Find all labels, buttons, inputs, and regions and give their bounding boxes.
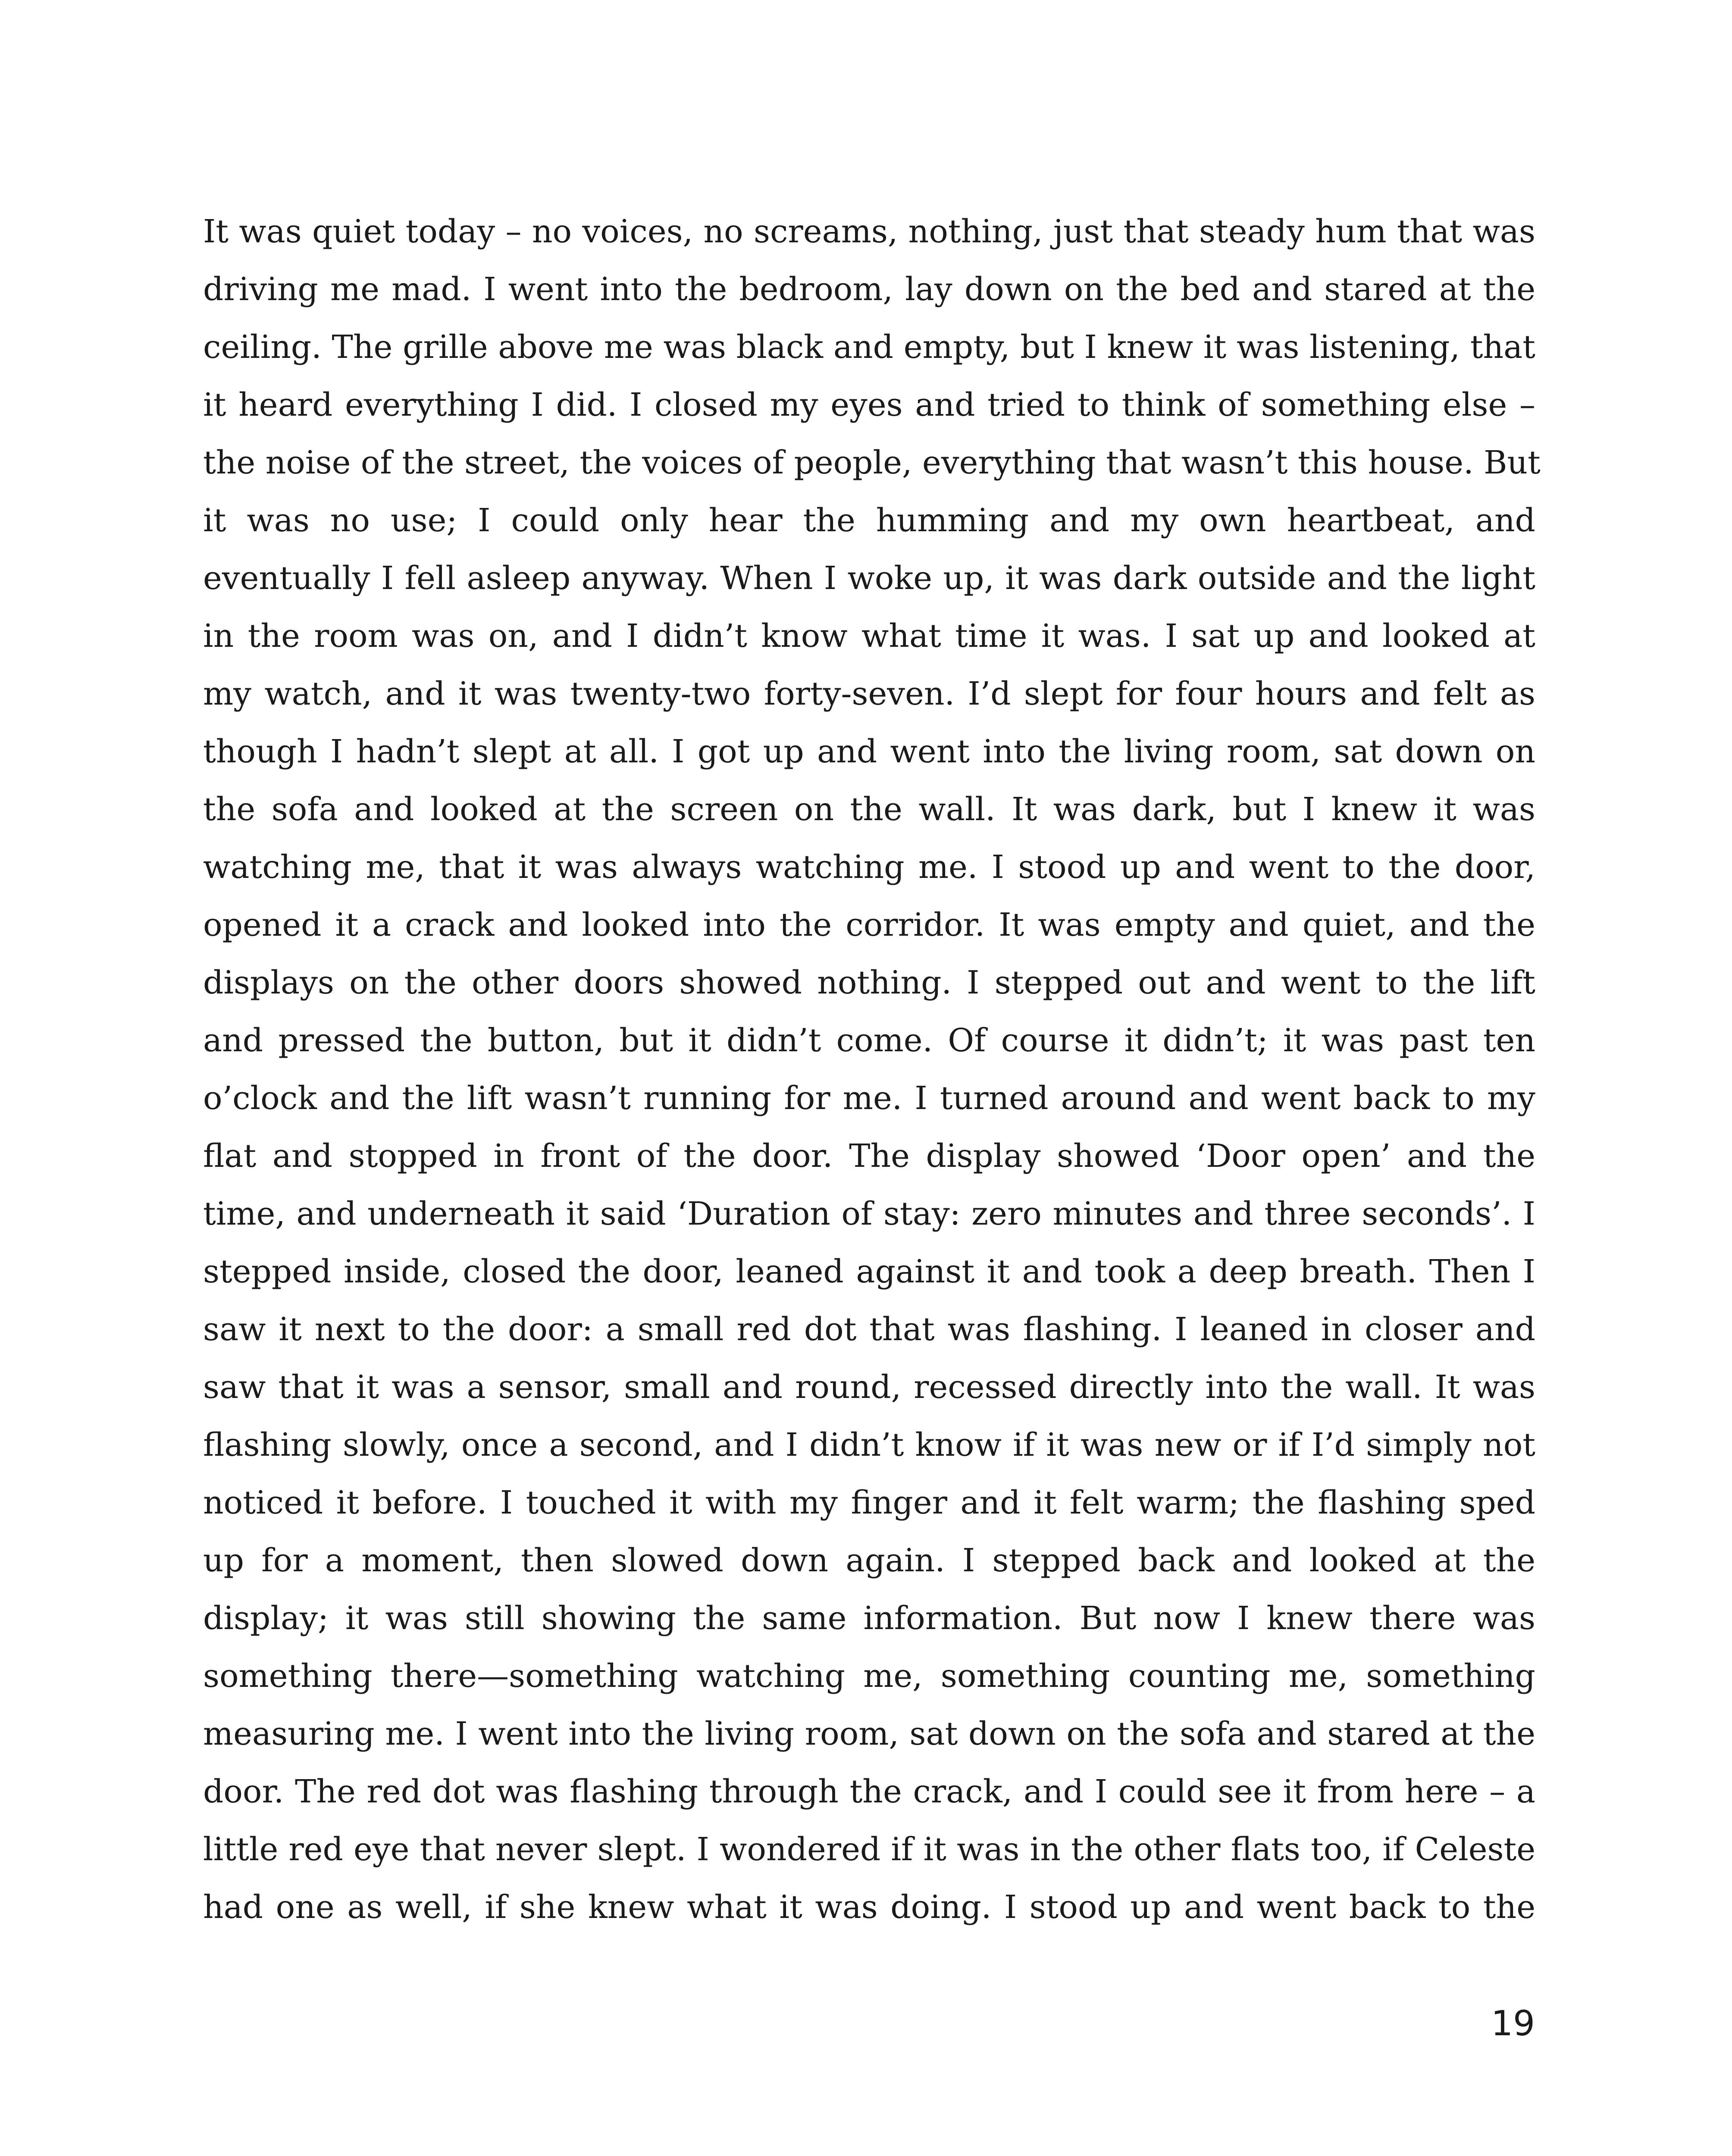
text-line: ceiling. The grille above me was black and empty, but I knew it was listening, that [203, 329, 1535, 366]
text-line: in the room was on, and I didn’t know what time it was. I sat up and looked at [203, 617, 1535, 655]
text-line: it was no use; I could only hear the humming and my own heartbeat, and [203, 502, 1535, 539]
body-text [203, 203, 1541, 1936]
text-line: measuring me. I went into the living room, sat down on the sofa and stared at the [203, 1715, 1535, 1752]
text-line: displays on the other doors showed nothing. I stepped out and went to the lift [203, 964, 1535, 1001]
text-line: door. The red dot was flashing through the crack, and I could see it from here – a [203, 1773, 1535, 1810]
text-line: the noise of the street, the voices of people, everything that wasn’t this house. But [203, 444, 1541, 481]
text-line: little red eye that never slept. I wondered if it was in the other flats too, if Celeste [203, 1831, 1535, 1868]
text-line: watching me, that it was always watching me. I stood up and went to the door, [203, 849, 1535, 886]
text-line: o’clock and the lift wasn’t running for me. I turned around and went back to my [203, 1080, 1535, 1117]
text-line: flashing slowly, once a second, and I didn’t know if it was new or if I’d simply not [203, 1426, 1535, 1463]
text-line: opened it a crack and looked into the corridor. It was empty and quiet, and the [203, 906, 1535, 943]
text-line: saw that it was a sensor, small and round, recessed directly into the wall. It was [203, 1369, 1535, 1406]
text-line: though I hadn’t slept at all. I got up and went into the living room, sat down on [203, 733, 1535, 770]
text-line: the sofa and looked at the screen on the wall. It was dark, but I knew it was [203, 791, 1535, 828]
text-line: noticed it before. I touched it with my finger and it felt warm; the flashing sped [203, 1484, 1535, 1521]
text-line: display; it was still showing the same information. But now I knew there was [203, 1600, 1535, 1637]
text-line: driving me mad. I went into the bedroom, lay down on the bed and stared at the [203, 271, 1535, 308]
text-line: time, and underneath it said ‘Duration of stay: zero minutes and three seconds’. I [203, 1195, 1535, 1232]
page-number: 19 [1491, 2003, 1535, 2043]
text-line: had one as well, if she knew what it was doing. I stood up and went back to the [203, 1889, 1535, 1926]
text-line: eventually I fell asleep anyway. When I woke up, it was dark outside and the light [203, 560, 1535, 597]
text-line: saw it next to the door: a small red dot that was flashing. I leaned in closer and [203, 1311, 1535, 1348]
text-line: up for a moment, then slowed down again. I stepped back and looked at the [203, 1542, 1535, 1579]
text-line: stepped inside, closed the door, leaned against it and took a deep breath. Then I [203, 1253, 1535, 1290]
text-line: it heard everything I did. I closed my eyes and tried to think of something else – [203, 386, 1535, 423]
text-line: and pressed the button, but it didn’t come. Of course it didn’t; it was past ten [203, 1022, 1535, 1059]
text-line: flat and stopped in front of the door. The display showed ‘Door open’ and the [203, 1138, 1535, 1175]
text-line: my watch, and it was twenty-two forty-seven. I’d slept for four hours and felt as [203, 675, 1535, 712]
text-line: It was quiet today – no voices, no screams, nothing, just that steady hum that was [203, 213, 1535, 250]
text-line: something there—something watching me, something counting me, something [203, 1658, 1535, 1695]
